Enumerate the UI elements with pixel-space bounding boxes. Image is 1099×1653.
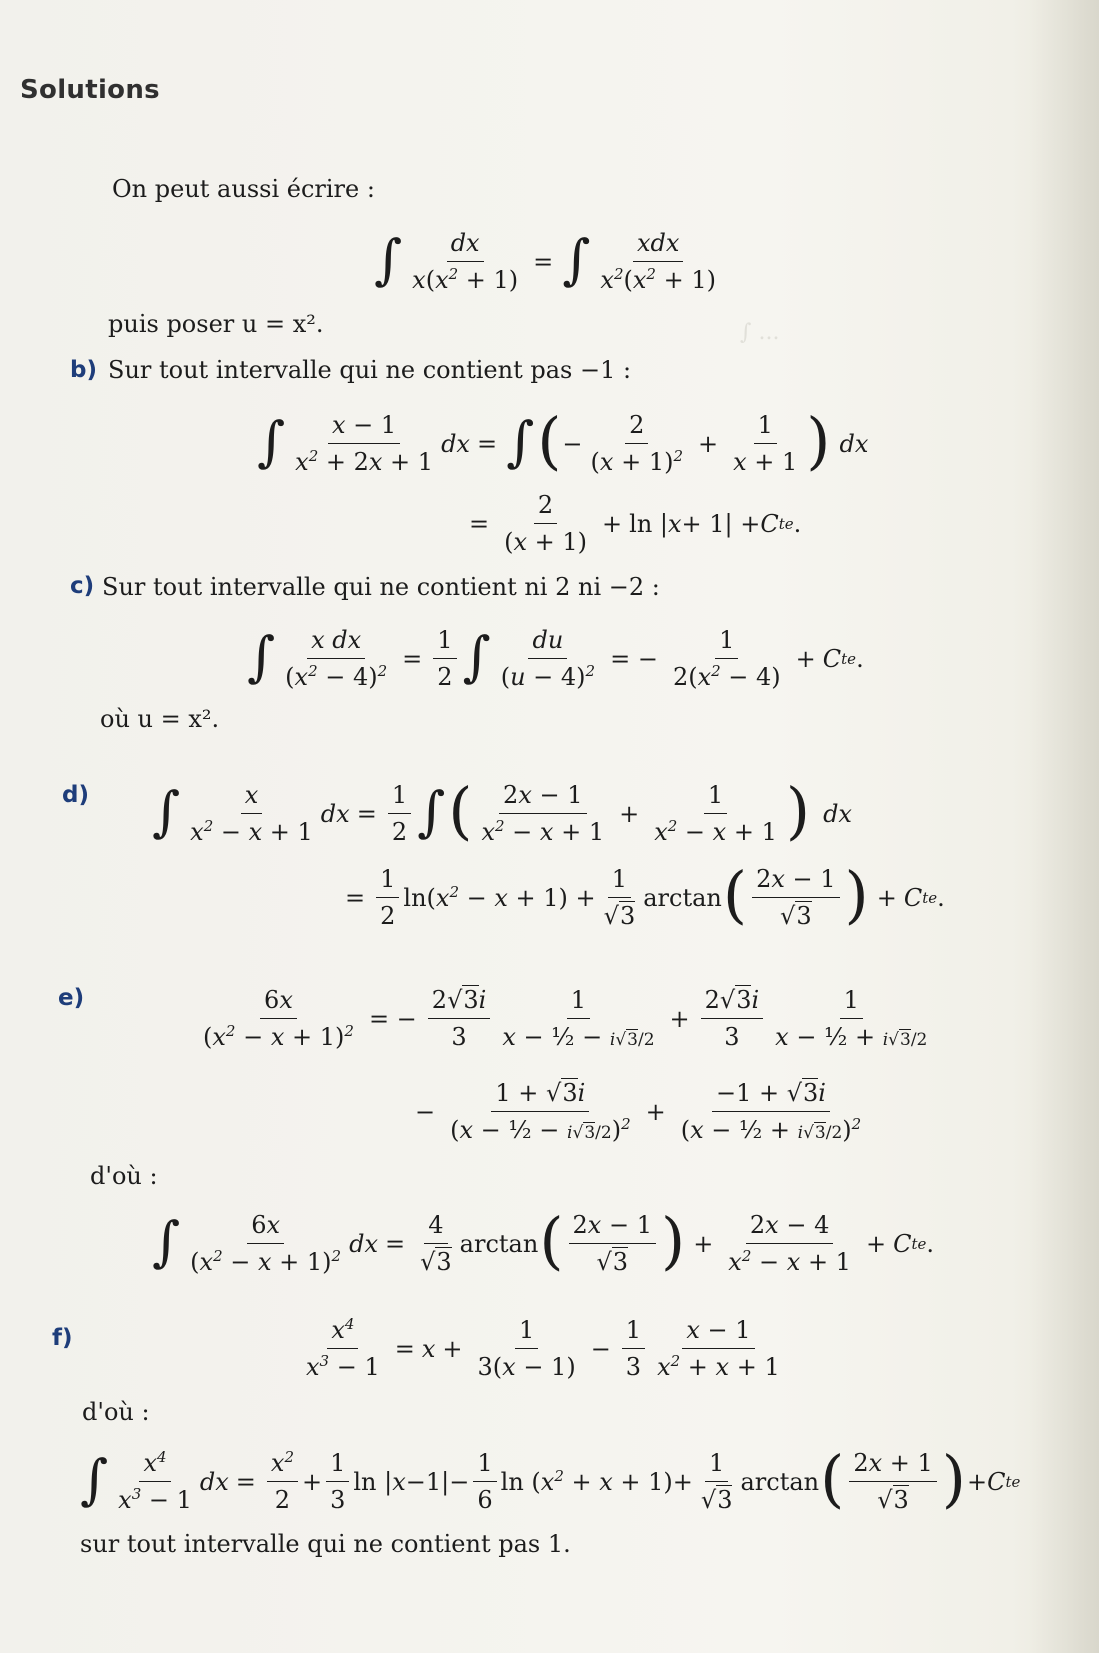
part-c-label: c) (70, 573, 95, 599)
equation-e-line1: $\frac{6x}{(x^2 - x + 1)^2}$ = − $\frac{2√3i}{3}$ $\frac{1}{\text{x − ½ − i√3/2}}$ + $\frac{2√3i}{3}$ $\frac{1}{\text{x − ½ + i√3/2}}$ (203, 986, 928, 1051)
part-f-label: f) (52, 1325, 73, 1351)
part-c-note: où u = x². (100, 705, 220, 733)
intro-text: On peut aussi écrire : (112, 175, 375, 203)
page-header: Solutions (20, 75, 160, 105)
part-b-label: b) (70, 357, 97, 383)
equation-b-line1: ∫ $\frac{x - 1}{x^2 + 2x + 1}$ dx = ∫ ( − $\frac{2}{(x + 1)^2}$ + $\frac{1}{x + 1}$ ) dx (257, 403, 869, 477)
equation-f-result: ∫ $\frac{x^4}{x^3 - 1}$ dx = $\frac{x^2}{2}$ + $\frac{1}{3}$ ln |x−1|− $\frac{1}{6}$ $\ln (x^2 + x + 1)+$ $\frac{1}{√3}$ arctan ( $\frac{2x + 1}{√3}$ ) + C te (80, 1441, 1021, 1515)
equation-c: ∫ $\frac{\text{x dx}}{(x^2 - 4)^2}$ = $\frac{1}{2}$ ∫ $\frac{du}{(u - 4)^2}$ = − $\frac{1}{2(x^2 - 4)}$ + C te . (247, 624, 864, 691)
equation-b-line2: = $\frac{2}{(x + 1)}$ + ln | x + 1| + C te . (469, 491, 802, 556)
equation-a: ∫ $\frac{dx}{x(x^2 + 1)}$ = ∫ $\frac{\text{xdx}}{x^2(x^2 + 1)}$ (374, 227, 716, 294)
equation-d-line2: = $\frac{1}{2}$ $\ln(x^2 - x + 1)$ + $\frac{1}{√3}$ arctan ( $\frac{2x - 1}{√3}$ ) + C te . (345, 857, 945, 931)
ln-label: ln (629, 509, 653, 538)
page-edge-shadow (1029, 0, 1099, 1653)
part-c-text: Sur tout intervalle qui ne contient ni 2 ni −2 : (102, 573, 660, 601)
a-end-text: puis poser u = x². (108, 310, 324, 338)
part-d-label: d) (62, 782, 89, 808)
part-b-text: Sur tout intervalle qui ne contient pas −1 : (108, 356, 632, 384)
part-e-dou: d'où : (90, 1162, 158, 1190)
part-f-end: sur tout intervalle qui ne contient pas 1. (80, 1530, 571, 1558)
equation-e-result: ∫ $\frac{6x}{(x^2 - x + 1)^2}$ dx = $\frac{4}{√3}$ arctan ( $\frac{2x - 1}{√3}$ ) + $\frac{2x - 4}{x^2 - x + 1}$ + C te . (152, 1203, 934, 1277)
bleed-through: ∫ ... (740, 320, 780, 345)
equation-f-decomposition: $\frac{x^4}{x^3 - 1}$ = x + $\frac{1}{3(x - 1)}$ − $\frac{1}{3}$ $\frac{x - 1}{x^2 + x + 1}$ (306, 1315, 780, 1381)
part-e-label: e) (58, 985, 85, 1011)
equation-d-line1: ∫ $\frac{x}{x^2 - x + 1}$ dx = $\frac{1}{2}$ ∫ ( $\frac{2x - 1}{x^2 - x + 1}$ + $\frac{1}{x^2 - x + 1}$ ) dx (152, 773, 852, 847)
equation-e-line2: − $\frac{1 + √3i}{(x - \frac{1}{2} - i√3/2)^2}$ + $\frac{-1 + √3i}{(x - \frac{1}{2} + i√3/2)^2}$ (415, 1079, 862, 1144)
part-f-dou: d'où : (82, 1398, 150, 1426)
cte-superscript: te (778, 514, 794, 533)
